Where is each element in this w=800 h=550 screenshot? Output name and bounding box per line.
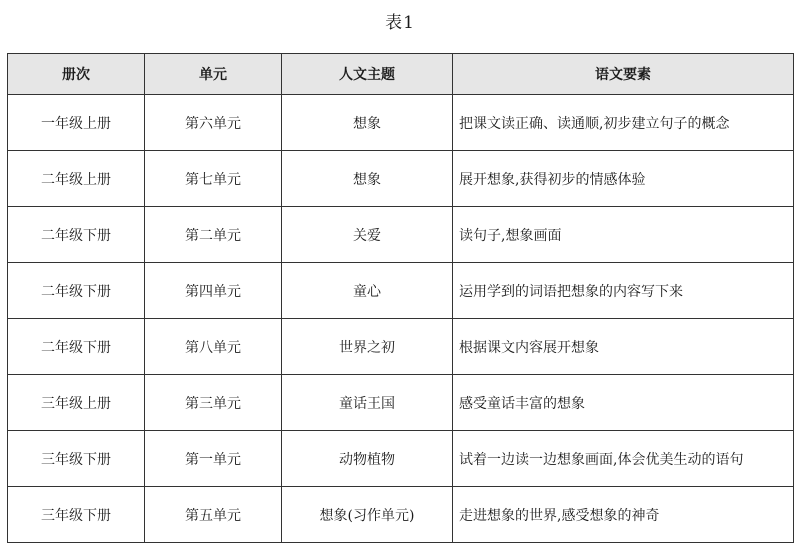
table-row: [8, 95, 794, 151]
cell-theme: 动物植物: [282, 431, 453, 487]
cell-theme: 童话王国: [282, 375, 453, 431]
table-row: [8, 487, 794, 543]
cell-language-element: 读句子,想象画面: [453, 207, 794, 263]
cell-unit: 第八单元: [145, 319, 282, 375]
cell-unit: 第三单元: [145, 375, 282, 431]
table-row: [8, 319, 794, 375]
cell-theme: 想象: [282, 95, 453, 151]
cell-theme: 世界之初: [282, 319, 453, 375]
cell-language-element: 根据课文内容展开想象: [453, 319, 794, 375]
cell-volume: 一年级上册: [8, 95, 145, 151]
table-row: [8, 207, 794, 263]
cell-unit: 第二单元: [145, 207, 282, 263]
cell-language-element: 展开想象,获得初步的情感体验: [453, 151, 794, 207]
header-row: [8, 54, 794, 95]
cell-volume: 二年级下册: [8, 319, 145, 375]
column-header-language-elements: 语文要素: [453, 54, 794, 95]
table-caption: 表1: [385, 13, 415, 33]
cell-unit: 第五单元: [145, 487, 282, 543]
cell-language-element: 运用学到的词语把想象的内容写下来: [453, 263, 794, 319]
cell-volume: 二年级上册: [8, 151, 145, 207]
cell-unit: 第一单元: [145, 431, 282, 487]
cell-theme: 童心: [282, 263, 453, 319]
table-row: [8, 431, 794, 487]
cell-volume: 三年级下册: [8, 487, 145, 543]
cell-unit: 第六单元: [145, 95, 282, 151]
cell-unit: 第四单元: [145, 263, 282, 319]
cell-volume: 三年级下册: [8, 431, 145, 487]
cell-theme: 想象(习作单元): [282, 487, 453, 543]
cell-volume: 二年级下册: [8, 207, 145, 263]
cell-theme: 想象: [282, 151, 453, 207]
table-row: [8, 263, 794, 319]
cell-volume: 二年级下册: [8, 263, 145, 319]
table-row: [8, 375, 794, 431]
column-header-volume: 册次: [8, 54, 145, 95]
textbook-table: [7, 53, 794, 543]
column-header-humanities-theme: 人文主题: [282, 54, 453, 95]
table-row: [8, 151, 794, 207]
cell-theme: 关爱: [282, 207, 453, 263]
column-header-unit: 单元: [145, 54, 282, 95]
cell-volume: 三年级上册: [8, 375, 145, 431]
cell-language-element: 把课文读正确、读通顺,初步建立句子的概念: [453, 95, 794, 151]
cell-language-element: 走进想象的世界,感受想象的神奇: [453, 487, 794, 543]
cell-language-element: 感受童话丰富的想象: [453, 375, 794, 431]
cell-unit: 第七单元: [145, 151, 282, 207]
cell-language-element: 试着一边读一边想象画面,体会优美生动的语句: [453, 431, 794, 487]
